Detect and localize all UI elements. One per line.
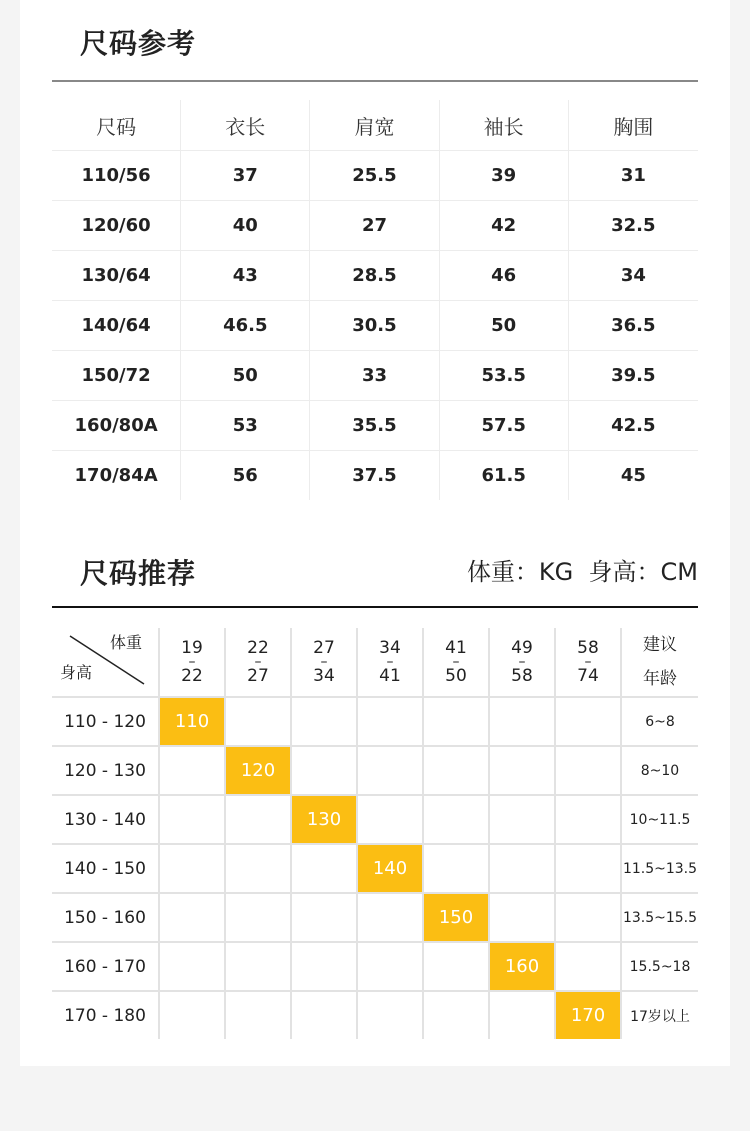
recommendation-row xyxy=(52,943,698,992)
age-cell: 13.5~15.5 xyxy=(622,909,698,926)
grid-cell xyxy=(226,845,292,892)
table-row xyxy=(52,351,698,401)
weight-max: 74 xyxy=(577,666,599,686)
grid-cell xyxy=(160,943,226,990)
measurement-cell: 46.5 xyxy=(181,301,310,350)
grid-cell xyxy=(490,894,556,941)
measurement-cell: 31 xyxy=(620,165,646,186)
recommended-size-chip: 150 xyxy=(424,894,488,941)
grid-cell xyxy=(556,845,622,892)
size-label-cell: 160/80A xyxy=(52,401,181,450)
grid-cell xyxy=(358,747,424,794)
weight-min: 41 xyxy=(445,638,467,658)
grid-cell xyxy=(226,992,292,1039)
weight-max: 58 xyxy=(511,666,533,686)
range-dash: – xyxy=(584,654,592,670)
measurement-cell: 36.5 xyxy=(611,315,656,336)
grid-cell xyxy=(160,845,226,892)
table-row xyxy=(52,151,698,201)
measurement-cell: 37 xyxy=(181,151,310,200)
grid-cell xyxy=(358,845,424,892)
grid-cell xyxy=(424,747,490,794)
measurement-cell: 53 xyxy=(181,401,310,450)
grid-cell xyxy=(292,698,358,745)
measurement-cell: 34 xyxy=(620,265,646,286)
height-range-cell: 150 - 160 xyxy=(52,894,160,941)
column-header: 尺码 xyxy=(52,100,181,150)
grid-cell xyxy=(424,796,490,843)
weight-min: 49 xyxy=(511,638,533,658)
range-dash: – xyxy=(386,654,394,670)
size-reference-table xyxy=(52,100,698,500)
weight-max: 41 xyxy=(379,666,401,686)
height-range-cell: 120 - 130 xyxy=(52,747,160,794)
size-label-cell: 170/84A xyxy=(52,451,181,500)
weight-min: 22 xyxy=(247,638,269,658)
size-recommendation-title: 尺码推荐 xyxy=(80,557,197,590)
age-cell: 17岁以上 xyxy=(630,1008,690,1025)
recommended-size-chip: 140 xyxy=(358,845,422,892)
recommendation-header-row xyxy=(52,628,698,698)
measurement-cell: 50 xyxy=(440,301,569,350)
grid-cell xyxy=(292,943,358,990)
grid-cell xyxy=(292,796,358,843)
corner-weight-label: 体重 xyxy=(109,633,142,652)
grid-cell xyxy=(160,698,226,745)
weight-range-header xyxy=(160,628,226,696)
recommendation-row xyxy=(52,698,698,747)
range-dash: – xyxy=(254,654,262,670)
table-row xyxy=(52,251,698,301)
weight-min: 34 xyxy=(379,638,401,658)
recommended-size-chip: 120 xyxy=(226,747,290,794)
measurement-cell: 39.5 xyxy=(611,365,656,386)
recommended-size-chip: 160 xyxy=(490,943,554,990)
size-label-cell: 130/64 xyxy=(52,251,181,300)
corner-header-cell xyxy=(52,628,160,696)
weight-range-header xyxy=(358,628,424,696)
grid-cell xyxy=(292,992,358,1039)
weight-max: 27 xyxy=(247,666,269,686)
corner-height-label: 身高 xyxy=(60,663,93,682)
grid-cell xyxy=(226,698,292,745)
measurement-cell: 32.5 xyxy=(611,215,656,236)
table-row xyxy=(52,451,698,500)
column-header: 衣长 xyxy=(181,100,310,150)
weight-max: 22 xyxy=(181,666,203,686)
weight-range-header xyxy=(556,628,622,696)
range-dash: – xyxy=(518,654,526,670)
weight-min: 19 xyxy=(181,638,203,658)
weight-min: 58 xyxy=(577,638,599,658)
size-reference-divider xyxy=(52,80,698,82)
age-cell: 10~11.5 xyxy=(629,811,691,828)
height-range-cell: 170 - 180 xyxy=(52,992,160,1039)
grid-cell xyxy=(556,747,622,794)
grid-cell xyxy=(556,796,622,843)
grid-cell xyxy=(226,796,292,843)
weight-range-header xyxy=(292,628,358,696)
range-dash: – xyxy=(188,654,196,670)
grid-cell xyxy=(226,894,292,941)
age-header-line1: 建议 xyxy=(643,635,677,655)
measurement-cell: 30.5 xyxy=(310,301,439,350)
age-header xyxy=(622,628,698,696)
age-cell: 11.5~13.5 xyxy=(622,860,698,877)
measurement-cell: 50 xyxy=(181,351,310,400)
column-header: 胸围 xyxy=(613,114,654,139)
weight-range-header xyxy=(490,628,556,696)
grid-cell xyxy=(556,943,622,990)
table-row xyxy=(52,401,698,451)
grid-cell xyxy=(160,747,226,794)
grid-cell xyxy=(292,845,358,892)
recommended-size-chip: 170 xyxy=(556,992,620,1039)
grid-cell xyxy=(556,698,622,745)
measurement-cell: 45 xyxy=(620,465,646,486)
measurement-cell: 42 xyxy=(440,201,569,250)
grid-cell xyxy=(226,943,292,990)
table-row xyxy=(52,301,698,351)
range-dash: – xyxy=(452,654,460,670)
measurement-cell: 33 xyxy=(310,351,439,400)
recommendation-row xyxy=(52,845,698,894)
size-label-cell: 150/72 xyxy=(52,351,181,400)
recommendation-row xyxy=(52,894,698,943)
recommendation-row xyxy=(52,796,698,845)
measurement-cell: 39 xyxy=(440,151,569,200)
recommended-size-chip: 130 xyxy=(292,796,356,843)
height-range-cell: 130 - 140 xyxy=(52,796,160,843)
measurement-cell: 61.5 xyxy=(440,451,569,500)
range-dash: – xyxy=(320,654,328,670)
weight-max: 34 xyxy=(313,666,335,686)
size-label-cell: 120/60 xyxy=(52,201,181,250)
grid-cell xyxy=(226,747,292,794)
measurement-cell: 35.5 xyxy=(310,401,439,450)
column-header: 袖长 xyxy=(440,100,569,150)
grid-cell xyxy=(358,796,424,843)
grid-cell xyxy=(424,698,490,745)
grid-cell xyxy=(556,992,622,1039)
recommendation-row xyxy=(52,747,698,796)
grid-cell xyxy=(292,747,358,794)
measurement-cell: 27 xyxy=(310,201,439,250)
grid-cell xyxy=(490,845,556,892)
grid-cell xyxy=(424,894,490,941)
height-range-cell: 160 - 170 xyxy=(52,943,160,990)
measurement-cell: 46 xyxy=(440,251,569,300)
measurement-cell: 42.5 xyxy=(611,415,656,436)
measurement-cell: 56 xyxy=(181,451,310,500)
measurement-cell: 40 xyxy=(181,201,310,250)
weight-range-header xyxy=(424,628,490,696)
grid-cell xyxy=(292,894,358,941)
age-cell: 8~10 xyxy=(640,762,680,779)
grid-cell xyxy=(424,992,490,1039)
grid-cell xyxy=(358,992,424,1039)
measurement-cell: 25.5 xyxy=(310,151,439,200)
grid-cell xyxy=(424,845,490,892)
grid-cell xyxy=(424,943,490,990)
grid-cell xyxy=(490,992,556,1039)
grid-cell xyxy=(490,747,556,794)
size-label-cell: 140/64 xyxy=(52,301,181,350)
weight-max: 50 xyxy=(445,666,467,686)
grid-cell xyxy=(160,894,226,941)
table-row xyxy=(52,201,698,251)
age-header-line2: 年龄 xyxy=(643,669,677,689)
column-header: 肩宽 xyxy=(310,100,439,150)
recommended-size-chip: 110 xyxy=(160,698,224,745)
weight-range-header xyxy=(226,628,292,696)
height-range-cell: 110 - 120 xyxy=(52,698,160,745)
grid-cell xyxy=(490,943,556,990)
grid-cell xyxy=(490,698,556,745)
height-range-cell: 140 - 150 xyxy=(52,845,160,892)
measurement-cell: 37.5 xyxy=(310,451,439,500)
age-cell: 15.5~18 xyxy=(629,958,691,975)
measurement-cell: 43 xyxy=(181,251,310,300)
grid-cell xyxy=(358,698,424,745)
grid-cell xyxy=(160,992,226,1039)
size-recommendation-table xyxy=(52,628,698,1039)
age-cell: 6~8 xyxy=(645,713,675,730)
grid-cell xyxy=(160,796,226,843)
size-label-cell: 110/56 xyxy=(52,151,181,200)
grid-cell xyxy=(556,894,622,941)
measurement-cell: 28.5 xyxy=(310,251,439,300)
grid-cell xyxy=(490,796,556,843)
size-recommendation-divider xyxy=(52,606,698,608)
grid-cell xyxy=(358,943,424,990)
measurement-cell: 57.5 xyxy=(440,401,569,450)
diagonal-divider xyxy=(52,628,160,696)
size-reference-title: 尺码参考 xyxy=(80,27,197,60)
weight-min: 27 xyxy=(313,638,335,658)
measurement-cell: 53.5 xyxy=(440,351,569,400)
table-header-row xyxy=(52,100,698,151)
recommendation-row xyxy=(52,992,698,1039)
grid-cell xyxy=(358,894,424,941)
unit-note: 体重：KG 身高：CM xyxy=(466,558,698,586)
